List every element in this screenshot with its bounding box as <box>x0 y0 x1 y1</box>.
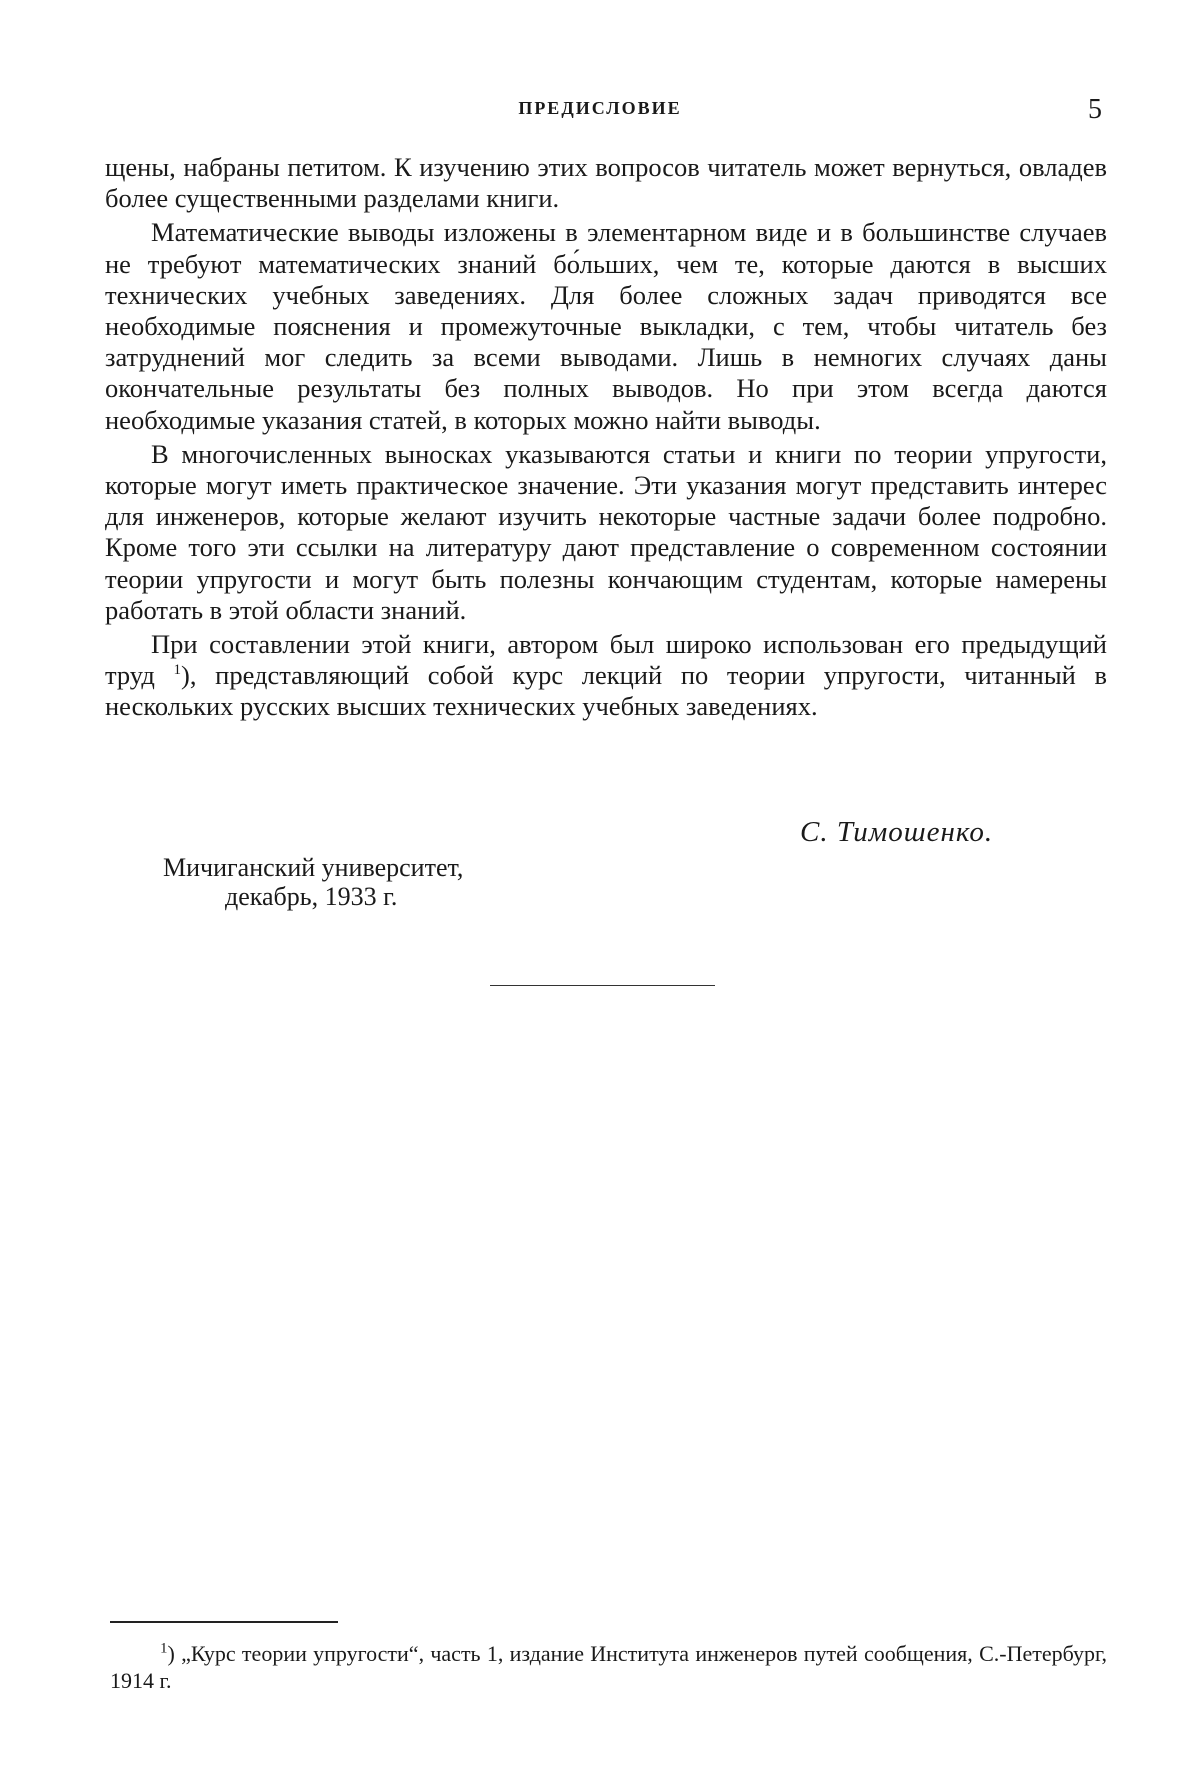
footnote <box>110 1640 1107 1694</box>
paragraph-text: ), представляющий собой курс лекций по теории упругости, читанный в нескольких русских высших технических учебных заведениях. <box>105 660 1108 722</box>
footnote-text-wrap <box>110 1640 1107 1694</box>
body-text <box>105 152 1107 726</box>
footnote-text: ) „Курс теории упругости“, часть 1, издание Института инженеров путей сообщения, С.-Петербург, 1914 г. <box>110 1641 1107 1693</box>
running-title: ПРЕДИСЛОВИЕ <box>518 98 682 118</box>
running-head <box>0 94 1200 128</box>
paragraph-continuation: щены, набраны петитом. К изучению этих вопросов читатель может вернуться, овладев более существенными разделами книги. <box>105 152 1107 214</box>
footnote-rule <box>110 1621 338 1623</box>
author-signature: С. Тимошенко. <box>800 816 994 848</box>
place-and-date <box>163 853 463 911</box>
section-end-rule <box>490 985 715 986</box>
page-number: 5 <box>1088 94 1102 125</box>
footnote-reference: 1 <box>173 662 182 679</box>
paragraph: Математические выводы изложены в элементарном виде и в большинстве случаев не требуют математических знаний бо́льших, чем те, которые даются в высших технических учебных заведениях. Для более сложных задач приводятся все необходимые пояснения и промежуточные выкладки, с тем, чтобы читатель без затруднений мог следить за всеми выводами. Лишь в немногих случаях даны окончательные результаты без полных выводов. Но при этом всегда даются необходимые указания статей, в которых можно найти выводы. <box>105 217 1107 435</box>
place-line: Мичиганский университет, <box>163 853 464 882</box>
paragraph-last <box>105 629 1107 723</box>
date-line: декабрь, 1933 г. <box>225 882 398 911</box>
paragraph: В многочисленных выносках указываются статьи и книги по теории упругости, которые могут иметь практическое значение. Эти указания могут представить интерес для инженеров, которые желают изучить некоторые частные задачи более подробно. Кроме того эти ссылки на литературу дают представление о современном состоянии теории упругости и могут быть полезны кончающим студентам, которые намерены работать в этой области знаний. <box>105 438 1107 625</box>
footnote-mark: 1 <box>160 1640 168 1657</box>
paragraph-text: При составлении этой книги, автором был широко использован его предыдущий труд <box>105 629 1107 691</box>
